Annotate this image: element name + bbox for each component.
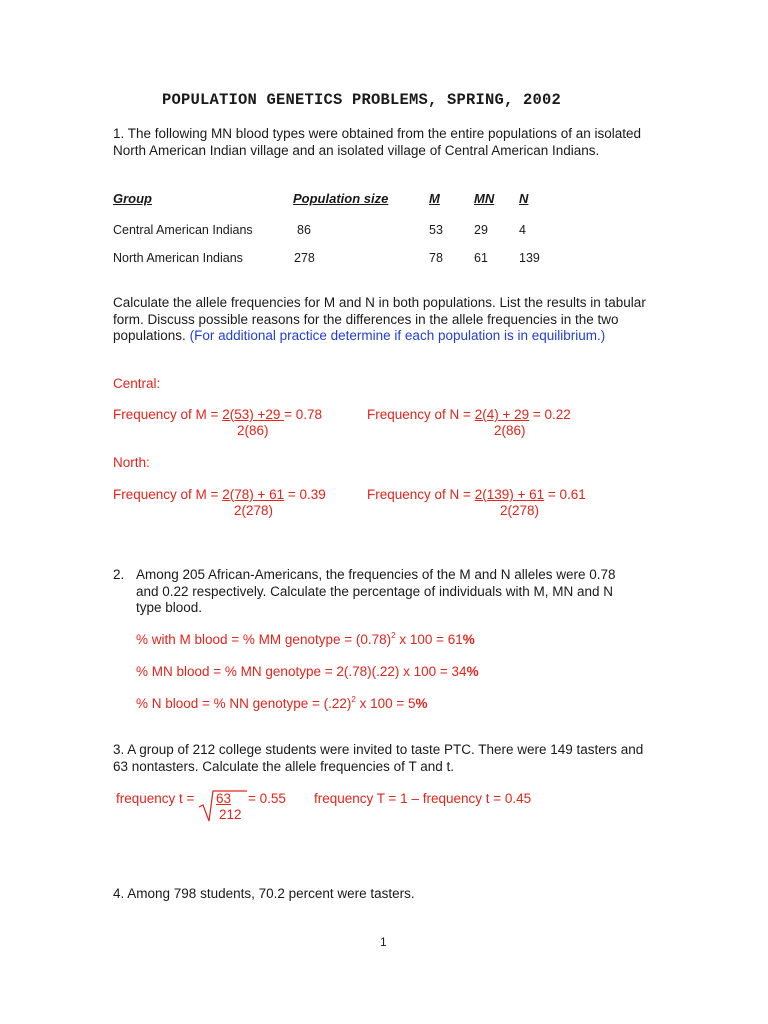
question-1-instructions (113, 295, 653, 345)
percent-sign: % (466, 664, 479, 679)
numerator: 2(78) + 61 (222, 487, 285, 502)
label: Frequency of N = (367, 407, 475, 422)
text: % N blood = % NN genotype = (.22) (136, 696, 352, 711)
table-header-population-size: Population size (293, 191, 389, 206)
north-m-frequency (113, 487, 326, 503)
result: = 0.39 (284, 487, 326, 502)
table-header-group: Group (113, 191, 152, 206)
frequency-t-result: = 0.55 (248, 791, 286, 806)
central-n-frequency (367, 407, 571, 423)
north-n-denominator: 2(278) (500, 503, 540, 518)
percent-sign: % (415, 696, 428, 711)
percent-sign: % (462, 632, 475, 647)
result: = 0.78 (284, 407, 323, 422)
table-cell-n: 139 (519, 251, 540, 265)
numerator: 2(139) + 61 (474, 487, 545, 502)
question-3-text: 3. A group of 212 college students were invited to taste PTC. There were 149 tasters and 63 nontasters. Calculate the allele frequencies of T and t. (113, 742, 644, 774)
north-n-frequency (367, 487, 586, 503)
frequency-t-numerator: 63 (216, 791, 232, 806)
page-number: 1 (380, 935, 387, 949)
numerator: 2(53) +29 (222, 407, 285, 422)
m-blood-answer (136, 632, 475, 648)
label: Frequency of N = (367, 487, 475, 502)
text: x 100 = 5 (355, 696, 416, 711)
label: Frequency of M = (113, 407, 223, 422)
mn-blood-answer (136, 664, 479, 680)
central-m-frequency (113, 407, 322, 423)
central-label: Central: (113, 376, 161, 391)
frequency-t-denominator: 212 (219, 807, 242, 822)
equilibrium-note: (For additional practice determine if each population is in equilibrium.) (189, 328, 606, 343)
table-header-m: M (429, 191, 440, 206)
north-m-denominator: 2(278) (234, 503, 274, 518)
frequency-t-label: frequency t = (116, 791, 195, 806)
frequency-T-answer: frequency T = 1 – frequency t = 0.45 (314, 791, 532, 806)
table-cell-m: 53 (429, 223, 443, 237)
central-n-denominator: 2(86) (494, 423, 526, 438)
table-cell-population-size: 278 (294, 251, 315, 265)
central-m-denominator: 2(86) (237, 423, 269, 438)
numerator: 2(4) + 29 (474, 407, 530, 422)
question-4-text: 4. Among 798 students, 70.2 percent were tasters. (113, 886, 415, 901)
page-title: POPULATION GENETICS PROBLEMS, SPRING, 2002 (162, 91, 562, 109)
result: = 0.22 (529, 407, 571, 422)
table-cell-group: Central American Indians (113, 223, 253, 237)
table-header-n: N (519, 191, 529, 206)
label: Frequency of M = (113, 487, 223, 502)
text: x 100 = 61 (395, 632, 463, 647)
text: % with M blood = % MM genotype = (0.78) (136, 632, 392, 647)
north-label: North: (113, 455, 150, 470)
table-cell-mn: 29 (474, 223, 488, 237)
table-cell-m: 78 (429, 251, 443, 265)
question-2-text: Among 205 African-Americans, the frequencies of the M and N alleles were 0.78 and 0.22 respectively. Calculate the percentage of individuals with M, MN and N type blood. (136, 567, 616, 615)
exponent: 2 (351, 694, 356, 704)
question-1-text: 1. The following MN blood types were obtained from the entire populations of an isolated North American Indian village and an isolated village of Central American Indians. (113, 126, 642, 158)
table-cell-population-size: 86 (297, 223, 311, 237)
text: % MN blood = % MN genotype = 2(.78)(.22) x 100 = 34 (136, 664, 467, 679)
table-cell-mn: 61 (474, 251, 488, 265)
table-cell-group: North American Indians (113, 251, 243, 265)
table-cell-n: 4 (519, 223, 526, 237)
instructions-text: Calculate the allele frequencies for M and N in both populations. List the results in tabular form. Discuss possible reasons for the differences in the allele frequencies in the two populations. (113, 295, 646, 343)
table-header-mn: MN (474, 191, 495, 206)
question-2-number: 2. (113, 567, 125, 582)
exponent: 2 (391, 630, 396, 640)
result: = 0.61 (544, 487, 586, 502)
n-blood-answer (136, 696, 428, 712)
